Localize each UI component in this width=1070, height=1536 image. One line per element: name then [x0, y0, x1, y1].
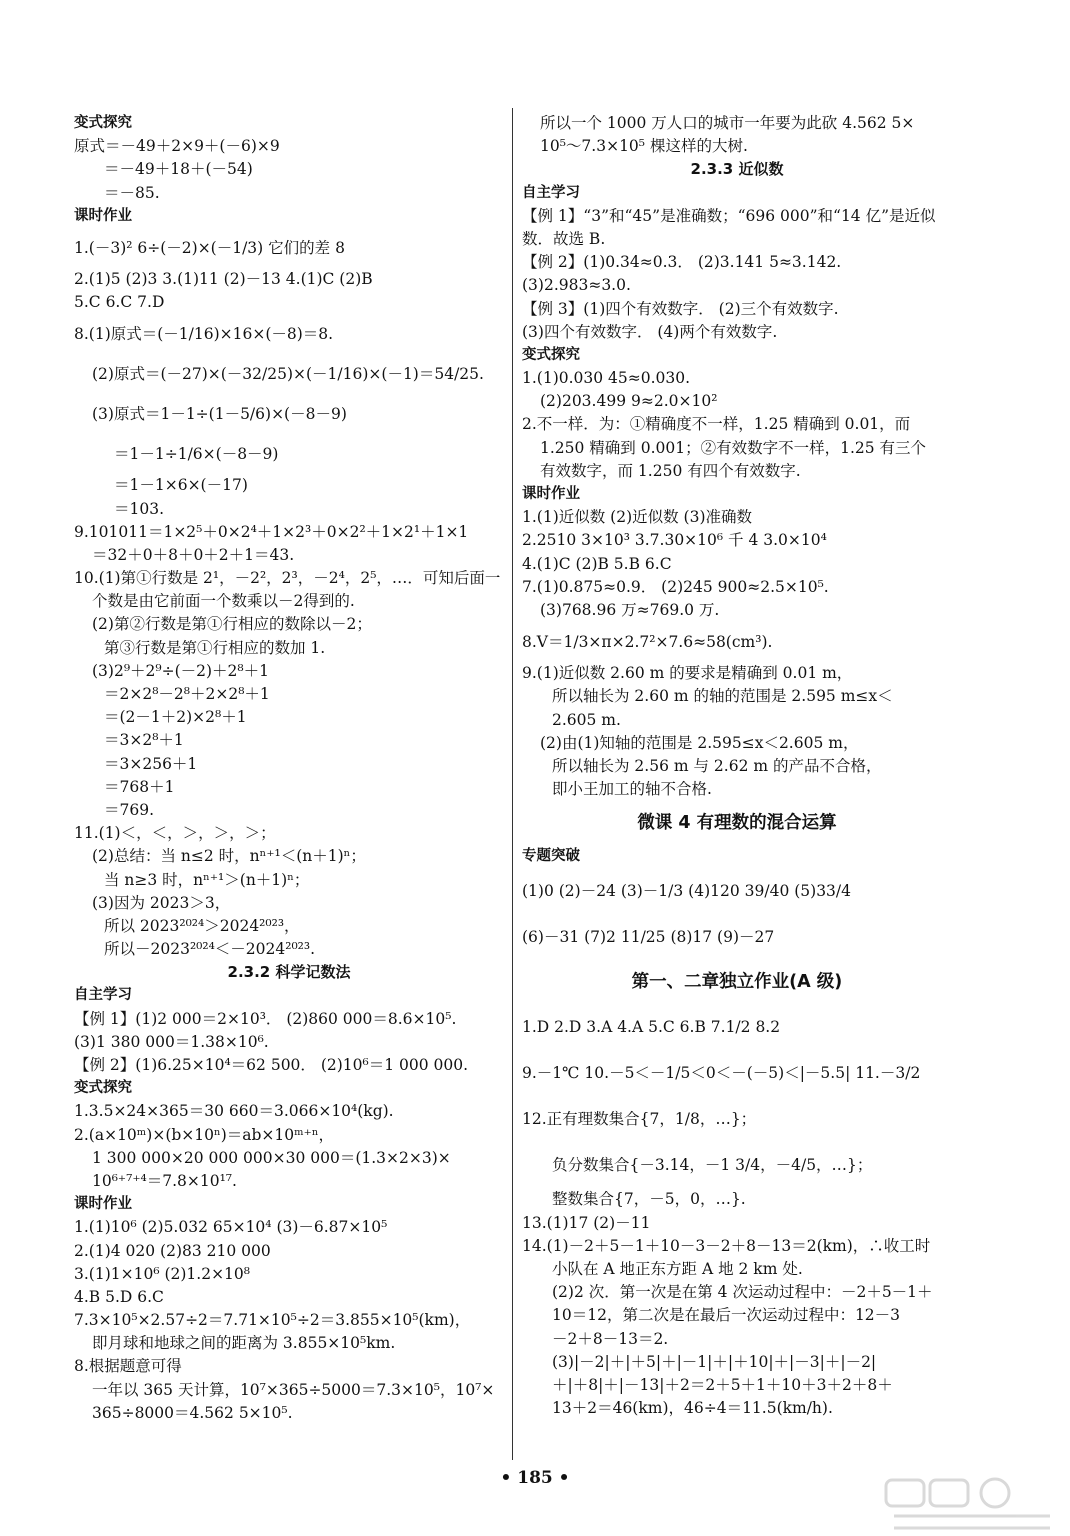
- answer-line: ＝1－1÷1/6×(－8－9): [114, 445, 279, 464]
- answer-line: －2＋8－13＝2.: [552, 1329, 669, 1348]
- section-title: 第一、二章独立作业(A 级): [631, 972, 843, 993]
- answer-line: (3)四个有效数字． (4)两个有效数字.: [522, 322, 778, 341]
- answer-line: 1.(1)0.030 45≈0.030.: [522, 369, 691, 388]
- section-heading: 变式探究: [74, 1080, 132, 1097]
- answer-line: 【例 1】(1)2 000＝2×10³． (2)860 000＝8.6×10⁵.: [74, 1009, 457, 1028]
- answer-line: ＝32＋0＋8＋0＋2＋1＝43.: [92, 545, 295, 564]
- answer-line: ＝103.: [114, 499, 165, 518]
- answer-line: 【例 3】(1)四个有效数字． (2)三个有效数字.: [522, 299, 839, 318]
- answer-line: ＝－49＋18＋(－54): [104, 160, 253, 179]
- answer-line: (2)203.499 9≈2.0×10²: [540, 392, 718, 411]
- answer-line: 2.605 m.: [552, 710, 621, 729]
- answer-line: 12.正有理数集合{7，1/8，…}；: [522, 1110, 757, 1129]
- answer-line: 2.(a×10ᵐ)×(b×10ⁿ)＝ab×10ᵐ⁺ⁿ，: [74, 1125, 335, 1144]
- section-heading: 课时作业: [74, 207, 132, 224]
- answer-line: 2.(1)5 (2)3 3.(1)11 (2)－13 4.(1)C (2)B: [74, 269, 373, 288]
- answer-line: ＝(2－1＋2)×2⁸＋1: [104, 708, 247, 727]
- answer-line: 1 300 000×20 000 000×30 000＝(1.3×2×3)×: [92, 1148, 451, 1167]
- answer-line: ＝－85.: [104, 183, 160, 202]
- answer-line: 14.(1)－2＋5－1＋10－3－2＋8－13＝2(km)，∴收工时: [522, 1236, 931, 1255]
- answer-line: 13＋2＝46(km)，46÷4＝11.5(km/h).: [552, 1399, 833, 1418]
- answer-line: (2)2 次．第一次是在第 4 次运动过程中：－2＋5－1＋: [552, 1283, 933, 1302]
- answer-line: (3)|－2|＋|＋5|＋|－1|＋|＋10|＋|－3|＋|－2|: [552, 1352, 877, 1371]
- left-column: [74, 112, 504, 1425]
- answer-line: 有效数字，而 1.250 有四个有效数字.: [540, 461, 801, 480]
- answer-line: 1.3.5×24×365＝30 660＝3.066×10⁴(kg).: [74, 1102, 394, 1121]
- answer-line: (2)原式＝(－27)×(－32/25)×(－1/16)×(－1)＝54/25.: [92, 365, 484, 384]
- answer-line: (3)原式＝1－1÷(1－5/6)×(－8－9): [92, 405, 347, 424]
- answer-line: 一年以 365 天计算，10⁷×365÷5000＝7.3×10⁵，10⁷×: [92, 1380, 495, 1399]
- answer-line: 2.不一样．为：①精确度不一样，1.25 精确到 0.01，而: [522, 415, 911, 434]
- section-heading: 变式探究: [522, 346, 580, 363]
- answer-line: 10⁵～7.3×10⁵ 棵这样的大树.: [540, 137, 748, 156]
- answer-line: 所以－2023²⁰²⁴＜－2024²⁰²³.: [104, 940, 316, 959]
- section-heading: 专题突破: [522, 848, 580, 865]
- answer-line: 负分数集合{－3.14，－1 3/4，－4/5，…}；: [552, 1156, 873, 1175]
- answer-line: 7.3×10⁵×2.57÷2＝7.71×10⁵÷2＝3.855×10⁵(km)，: [74, 1311, 471, 1330]
- answer-line: (3)2⁹＋2⁹÷(－2)＋2⁸＋1: [92, 661, 269, 680]
- answer-line: 9.(1)近似数 2.60 m 的要求是精确到 0.01 m，: [522, 664, 853, 683]
- answer-line: ＝1－1×6×(－17): [114, 476, 248, 495]
- column-divider: [512, 108, 513, 1460]
- answer-line: 9.101011＝1×2⁵＋0×2⁴＋1×2³＋0×2²＋1×2¹＋1×1: [74, 522, 469, 541]
- answer-line: ＝3×2⁸＋1: [104, 731, 184, 750]
- answer-line: (3)因为 2023＞3，: [92, 893, 231, 912]
- answer-line: 原式＝－49＋2×9＋(－6)×9: [74, 137, 280, 156]
- answer-line: (3)2.983≈3.0.: [522, 276, 631, 295]
- answer-line: 11.(1)＜，＜，＞，＞，＞；: [74, 824, 276, 843]
- answer-line: 1.D 2.D 3.A 4.A 5.C 6.B 7.1/2 8.2: [522, 1018, 781, 1037]
- answer-line: (1)0 (2)－24 (3)－1/3 (4)120 39/40 (5)33/4: [522, 882, 852, 901]
- answer-line: 【例 2】(1)0.34≈0.3． (2)3.141 5≈3.142.: [522, 253, 842, 272]
- section-heading: 课时作业: [74, 1196, 132, 1213]
- answer-line: 1.(－3)² 6÷(－2)×(－1/3) 它们的差 8: [74, 238, 345, 257]
- answer-line: 1.(1)10⁶ (2)5.032 65×10⁴ (3)－6.87×10⁵: [74, 1218, 388, 1237]
- page-number: • 185 •: [500, 1468, 570, 1488]
- answer-line: ＝3×256＋1: [104, 754, 198, 773]
- answer-line: ＝2×2⁸－2⁸＋2×2⁸＋1: [104, 685, 270, 703]
- answer-line: 5.C 6.C 7.D: [74, 293, 165, 312]
- answer-line: 即月球和地球之间的距离为 3.855×10⁵km.: [92, 1334, 396, 1353]
- answer-line: 10.(1)第①行数是 2¹，－2²，2³，－2⁴，2⁵，…．可知后面一: [74, 569, 501, 588]
- answer-line: 整数集合{7，－5，0，…}.: [552, 1190, 746, 1209]
- section-heading: 变式探究: [74, 115, 132, 131]
- answer-line: 所以一个 1000 万人口的城市一年要为此砍 4.562 5×: [540, 114, 915, 132]
- answer-line: 365÷8000＝4.562 5×10⁵.: [92, 1403, 293, 1422]
- section-title: 2.3.3 近似数: [690, 160, 784, 179]
- answer-line: 4.(1)C (2)B 5.B 6.C: [522, 554, 672, 573]
- right-column: [522, 112, 952, 1420]
- answer-line: 【例 2】(1)6.25×10⁴＝62 500． (2)10⁶＝1 000 000.: [74, 1056, 469, 1074]
- answer-line: 当 n≥3 时，nⁿ⁺¹＞(n＋1)ⁿ；: [104, 870, 310, 889]
- answer-line: 3.(1)1×10⁶ (2)1.2×10⁸: [74, 1264, 250, 1283]
- section-title: 微课 4 有理数的混合运算: [637, 813, 837, 834]
- answer-line: ＋|＋8|＋|－13|＋2＝2＋5＋1＋10＋3＋2＋8＋: [552, 1375, 893, 1394]
- answer-line: 个数是由它前面一个数乘以－2得到的.: [92, 592, 355, 611]
- answer-line: 13.(1)17 (2)－11: [522, 1213, 651, 1232]
- answer-line: (2)第②行数是第①行相应的数除以－2；: [92, 615, 372, 634]
- answer-line: 4.B 5.D 6.C: [74, 1287, 164, 1306]
- answer-line: ＝768＋1: [104, 777, 175, 796]
- answer-line: 10⁶⁺⁷⁺⁴＝7.8×10¹⁷.: [92, 1171, 237, 1190]
- answer-line: 【例 1】“3”和“45”是准确数；“696 000”和“14 亿”是近似: [522, 206, 936, 225]
- answer-line: 小队在 A 地正东方距 A 地 2 km 处.: [552, 1260, 803, 1278]
- section-heading: 自主学习: [74, 987, 132, 1004]
- answer-line: 1.250 精确到 0.001；②有效数字不一样，1.25 有三个: [540, 438, 927, 457]
- answer-line: (6)－31 (7)2 11/25 (8)17 (9)－27: [522, 928, 775, 947]
- section-title: 2.3.2 科学记数法: [227, 963, 351, 982]
- section-heading: 课时作业: [522, 486, 580, 502]
- answer-line: ＝769.: [104, 800, 155, 819]
- answer-line: 2.(1)4 020 (2)83 210 000: [74, 1241, 271, 1260]
- watermark-logo-icon: [880, 1476, 1060, 1534]
- answer-line: 所以轴长为 2.60 m 的轴的范围是 2.595 m≤x＜: [552, 687, 893, 706]
- answer-line: 2.2510 3×10³ 3.7.30×10⁶ 千 4 3.0×10⁴: [522, 531, 827, 550]
- answer-line: 8.(1)原式＝(－1/16)×16×(－8)＝8.: [74, 325, 334, 344]
- answer-line: (3)768.96 万≈769.0 万.: [540, 600, 720, 619]
- answer-line: 8.V＝1/3×π×2.7²×7.6≈58(cm³).: [522, 633, 773, 652]
- answer-line: 第③行数是第①行相应的数加 1.: [104, 638, 326, 657]
- answer-line: 9.－1℃ 10.－5＜－1/5＜0＜－(－5)＜|－5.5| 11.－3/2: [522, 1064, 921, 1083]
- answer-line: 8.根据题意可得: [74, 1357, 182, 1376]
- answer-line: 即小王加工的轴不合格.: [552, 780, 712, 799]
- answer-line: 所以 2023²⁰²⁴＞2024²⁰²³，: [104, 916, 300, 935]
- answer-line: 数．故选 B.: [522, 229, 606, 248]
- answer-line: 1.(1)近似数 (2)近似数 (3)准确数: [522, 508, 753, 527]
- answer-line: 7.(1)0.875≈0.9． (2)245 900≈2.5×10⁵.: [522, 577, 829, 596]
- answer-line: 所以轴长为 2.56 m 与 2.62 m 的产品不合格，: [552, 756, 882, 775]
- answer-line: 10＝12，第二次是在最后一次运动过程中：12－3: [552, 1306, 901, 1325]
- section-heading: 自主学习: [522, 184, 580, 201]
- answer-line: (3)1 380 000＝1.38×10⁶.: [74, 1032, 269, 1051]
- answer-line: (2)总结：当 n≤2 时，nⁿ⁺¹＜(n＋1)ⁿ；: [92, 847, 366, 866]
- answer-line: (2)由(1)知轴的范围是 2.595≤x＜2.605 m，: [540, 733, 859, 752]
